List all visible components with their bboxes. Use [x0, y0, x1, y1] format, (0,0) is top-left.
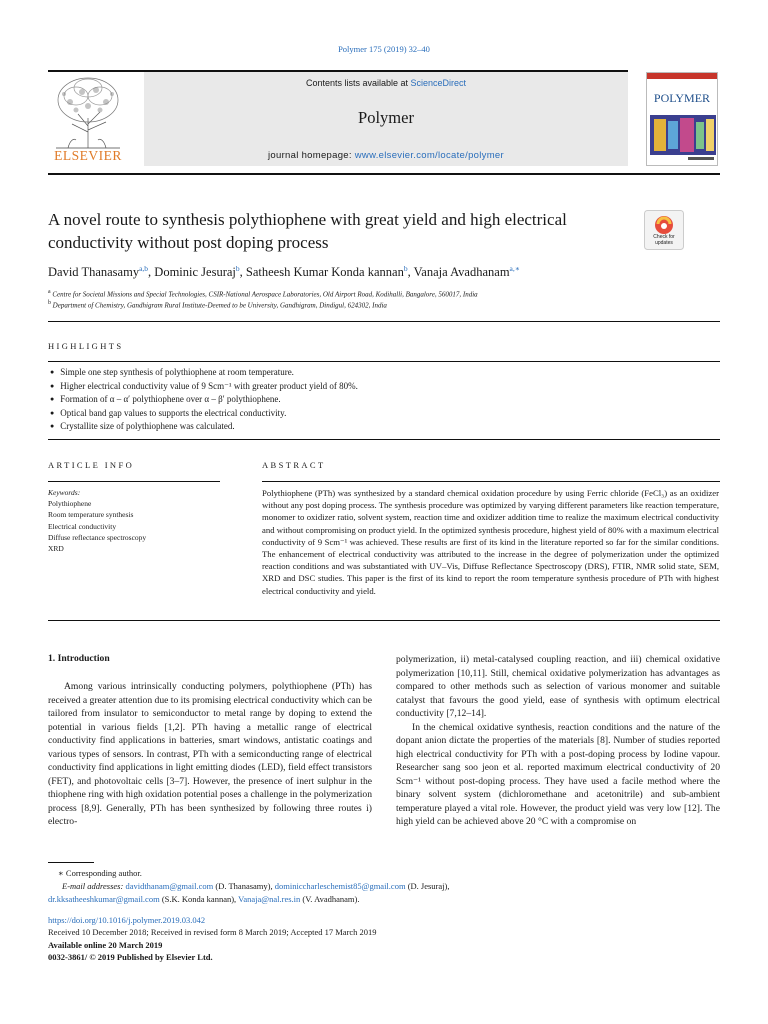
divider	[48, 321, 720, 322]
sciencedirect-link[interactable]: ScienceDirect	[410, 78, 467, 88]
email-line	[48, 893, 728, 906]
divider	[48, 361, 720, 362]
email-link[interactable]: davidthanam@gmail.com	[125, 881, 214, 891]
affiliation-a: $^a$ Centre for Societal Missions and Special Technologies, CSIR-National Aerospace Laboratories, Old Airport Road, Kodihalli, Bangalore, 560017, India	[48, 289, 478, 299]
article-info-heading: ARTICLE INFO	[48, 460, 135, 470]
divider	[48, 439, 720, 440]
email-link[interactable]: dominiccharleschemist85@gmail.com	[274, 881, 406, 891]
highlights-heading: HIGHLIGHTS	[48, 341, 124, 351]
abstract-text: Polythiophene (PTh) was synthesized by a standard chemical oxidation procedure by using Ferric chloride (FeCl₃) as an oxidizer without any post doping process. The synthesis procedure was optimized by varying different parameters like reaction temperature, monomer to oxidizer ratio, solvent system, reaction time and oxidizer addition time to realize the maximum electrical conductivity and without compromising on product yield. In the optimized synthesis procedure, highest yield of 80% with a maximum electrical conductivity of 9 Scm⁻¹ was achieved. These results are first of its kind in the literature reported so far for the similar conditions. The enhancement of electrical conductivity was attributed to the increase in the degree of polymerization under the optimized reaction conditions and was substantiated with UV–Vis, Diffuse Reflectance Spectroscopy (DRS), FTIR, NMR solid state, SEM, XRD and DSC studies. This paper is the first of its kind to report the room temperature synthesis procedure of PTh with highest electrical conductivity and yield.	[262, 488, 719, 596]
keyword: Electrical conductivity	[48, 521, 117, 531]
journal-name: Polymer	[358, 108, 414, 127]
intro-paragraph: polymerization, ii) metal-catalysed coupling reaction, and iii) chemical oxidative polymerization [10,11]. Still, chemical oxidative polymerization has advantages as compared to other methods such as selection of various monomer and suitable catalyst that favours the good yield, ease of synthesis with optimum electrical conductivity [7,12–14].	[396, 654, 720, 719]
affiliation-b: $^b$ Department of Chemistry, Gandhigram Rural Institute-Deemed to be University, Gandhigram, Dindigul, 624302, India	[48, 300, 387, 310]
journal-homepage-link[interactable]: www.elsevier.com/locate/polymer	[354, 150, 504, 161]
header-bottom-rule	[48, 173, 720, 175]
footnote	[48, 867, 728, 906]
email-link[interactable]: dr.kksatheeshkumar@gmail.com	[48, 894, 160, 904]
section-heading: 1. Introduction	[48, 653, 110, 664]
available-online: Available online 20 March 2019	[48, 939, 163, 950]
divider	[48, 481, 220, 482]
check-updates-label: Check for updates	[653, 234, 675, 246]
email-owner: (V. Avadhanam).	[300, 894, 360, 904]
keyword: XRD	[48, 544, 64, 554]
keyword: Room temperature synthesis	[48, 510, 134, 520]
elsevier-logo[interactable]	[48, 74, 128, 166]
journal-header-band	[144, 72, 628, 166]
highlight-item: ● Formation of α – α′ polythiophene over α – β′ polythiophene.	[50, 393, 690, 407]
highlight-item: ● Simple one step synthesis of polythiophene at room temperature.	[50, 366, 690, 380]
intro-left-column	[48, 680, 372, 829]
author[interactable]: David Thanasamy$^{a,b}$	[48, 264, 149, 280]
highlight-item: ● Crystallite size of polythiophene was calculated.	[50, 420, 690, 434]
homepage-prefix: journal homepage:	[268, 150, 355, 161]
email-owner: (S.K. Konda kannan),	[159, 894, 239, 904]
doi-link[interactable]: https://doi.org/10.1016/j.polymer.2019.03.042	[48, 915, 206, 925]
keyword: Diffuse reflectance spectroscopy	[48, 532, 147, 542]
intro-right-column	[396, 653, 720, 829]
highlight-item: ● Optical band gap values to supports the electrical conductivity.	[50, 407, 690, 421]
cover-artwork	[648, 113, 718, 163]
corresponding-author-note: ∗ Corresponding author.	[58, 868, 142, 878]
email-owner: (D. Thanasamy),	[213, 881, 275, 891]
keyword: Polythiophene	[48, 499, 92, 509]
cover-top-bar	[647, 73, 717, 79]
intro-paragraph: Among various intrinsically conducting polymers, polythiophene (PTh) has received a greater attention due to its promising electrical conductivity which can be tailored from insulator to semiconductor to metal range by doping to extend the potential in various fields [1,2]. PTh having a metallic range of electrical conductivity find applications in batteries, smart windows, antistatic coatings and various types of sensors. In contrast, PTh with a semiconducting range of electrical conductivity find applications in light emitting diodes (LED), field effect transistors (FET), and photovoltaic cells [3–7]. However, the presence of inert sulphur in the thiophene ring with high oxidation potential poses a challenge in the polymerization process [8,9]. Generally, PTh has been synthesized by following three routes i) electro-	[48, 681, 372, 827]
highlights-list	[50, 366, 690, 434]
abstract-heading: ABSTRACT	[262, 460, 326, 470]
email-line	[48, 880, 728, 893]
author[interactable]: Vanaja Avadhanam$^{a,∗}$	[413, 264, 520, 280]
received-dates: Received 10 December 2018; Received in revised form 8 March 2019; Accepted 17 March 2019	[48, 927, 377, 938]
keywords-label: Keywords:	[48, 488, 81, 497]
contents-line	[144, 78, 628, 88]
contents-prefix: Contents lists available at	[305, 78, 411, 88]
homepage-line	[144, 150, 628, 161]
divider	[262, 481, 720, 482]
keywords-block	[48, 487, 218, 554]
journal-cover-image[interactable]	[646, 72, 718, 166]
divider	[48, 620, 720, 621]
intro-paragraph: In the chemical oxidative synthesis, reaction conditions and the nature of the dopant anion dictate the properties of the materials [8]. Number of studies reported high electrical conductivity for PTh with a post-doping process by Iodine vapour. Researcher sang soo jeon et al. reported maximum electrical conductivity of 20 Scm⁻¹ without post-doping process. They have used a facile method where the binary solvent system (dichloromethane and acetonitrile) and sub-ambient temperature played a vital role. However, the product yield was very low [12]. The high yield can be achieved above 20 °C with a compromise on	[396, 721, 720, 827]
article-title: A novel route to synthesis polythiophene with great yield and high electrical conductivity without post doping process	[48, 210, 567, 252]
author[interactable]: Satheesh Kumar Konda kannan$^b$	[245, 264, 408, 280]
copyright: 0032-3861/ © 2019 Published by Elsevier Ltd.	[48, 951, 213, 962]
email-owner: (D. Jesuraj),	[405, 881, 450, 891]
email-label: E-mail addresses:	[62, 881, 124, 891]
author[interactable]: Dominic Jesuraj$^b$	[154, 264, 240, 280]
journal-reference[interactable]: Polymer 175 (2019) 32–40	[338, 44, 430, 54]
author-list: David Thanasamy$^{a,b}$, Dominic Jesuraj$^b$, Satheesh Kumar Konda kannan$^b$, Vanaja Avadhanam$^{a,∗}$	[48, 264, 520, 280]
publication-info	[48, 914, 728, 963]
cover-title: POLYMER	[653, 91, 711, 105]
email-link[interactable]: Vanaja@nal.res.in	[238, 894, 301, 904]
footnote-rule	[48, 862, 94, 863]
elsevier-wordmark: ELSEVIER	[54, 148, 122, 163]
check-for-updates-badge[interactable]	[644, 210, 684, 250]
elsevier-tree-icon	[48, 74, 128, 150]
highlight-item: ● Higher electrical conductivity value of 9 Scm⁻¹ with greater product yield of 80%.	[50, 380, 690, 394]
